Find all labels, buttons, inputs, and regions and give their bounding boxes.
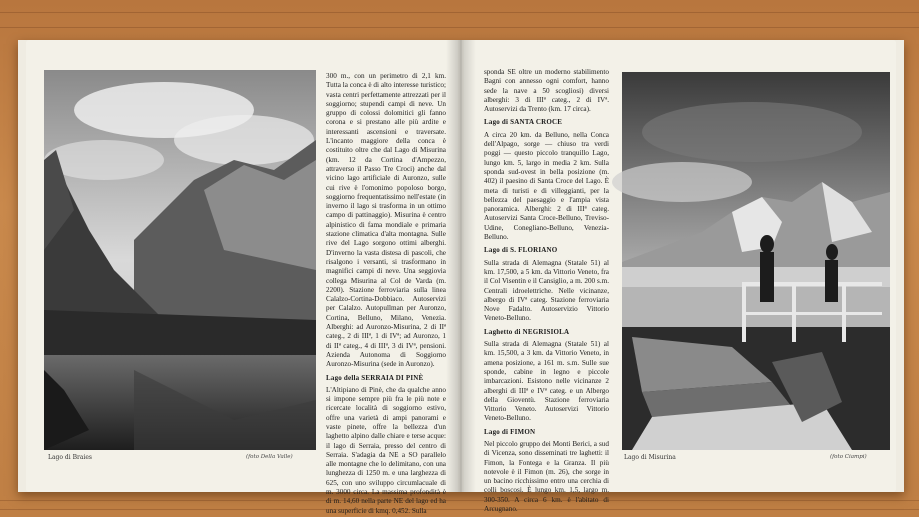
right-page <box>464 40 896 514</box>
right-text-column <box>484 68 609 514</box>
paragraph-floriano: Sulla strada di Alemagna (Statale 51) al km. 17,500, a 5 km. da Vittorio Veneto, fra il Col Visentin e il Cansiglio, a m. 200 s.m. Centrali idroelettriche. Nelle vicinanze, albergo di IVª categ. Stazione ferroviaria Nove Fadalto. Autoservizio Vittorio Veneto-Belluno. <box>484 258 609 323</box>
left-page <box>26 40 458 515</box>
paragraph-serraia-continued: sponda SE oltre un moderno stabilimento Bagni con annesso ogni comfort, hanno sede la nave a 50 scogliosi) diversi alberghi: 3 di IIIª categ., 2 di IVª. Autoservizi da Trento (km. 17 circa). <box>484 68 609 114</box>
left-text-column <box>326 72 446 515</box>
section-heading-serraia: Lago della SERRAIA DI PINÈ <box>326 373 424 382</box>
book-gutter <box>446 40 476 492</box>
paragraph-serraia: L'Altipiano di Pinè, che da qualche anno si impone sempre più fra le più note e ricercate località di soggiorno estivo, offre una varietà di ampi panorami e vaste pinete, offre la bellezza d'un laghetto alpino dalle chiare e terse acque: il lago di Serraia, presso del centro di Serraia. S'adagia da NE a SO parallelo alle montagne che lo delimitano, con una lunghezza di 1250 m. e una larghezza di 625, con uno sviluppo circumlacuale di m. 3000 circa. La massima profondità è di m. 14,60 nella parte NE del lago ed ha una superficie di kmq. 0,452. Sulla <box>326 385 446 515</box>
paragraph-misurina: 300 m., con un perimetro di 2,1 km. Tutta la conca è di alto interesse turistico; vasta centri perfettamente attrezzati per il soggiorno; stupendi campi di neve. Un gruppo di colossi dolomitici gli fanno corona e si prestano alle più ardite e interessanti ascensioni e traversate. L'incanto maggiore della conca è costituito oltre che dal Lago di Misurina (km. 12 da Cortina d'Ampezzo, attraverso il Passo Tre Croci) anche dal vicino lago artificiale di Auronzo, sulle cui rive è l'omonimo popoloso borgo, soggiorno frequentatissimo nell'estate (in inverno il lago si trasforma in un ottimo campo di pattinaggio). Misurina è centro alpinistico di fama mondiale e primaria stazione climatica d'alta montagna. Sulle rive del Lago sorgono ottimi alberghi. D'inverno la vasta distesa di pascoli, che risalgono i versanti, si trasformano in magnifici campi di neve. Una seggiovia collega Misurina al Col de Varda (m. 2200). Stazione ferroviaria sulla linea Calalzo-Cortina-Dobbiaco. Autoservizi per Calalzo. Autopullman per Auronzo, Cortina, Belluno, Milano, Venezia. Alberghi: ad Auronzo-Misurina, 2 di IIª categ., 2 di IIIª, 1 di IVª; ad Auronzo, 1 di IIª categ., 4 di IIIª, 3 di IVª, pensioni. Azienda Autonoma di Soggiorno Auronzo-Misurina (sede in Auronzo). <box>326 72 446 369</box>
open-book <box>18 40 904 515</box>
lake-braies-photo <box>44 70 316 450</box>
left-photo-caption: Lago di Braies <box>48 454 92 461</box>
section-heading-floriano: Lago di S. FLORIANO <box>484 246 558 255</box>
section-heading-negrisiola: Laghetto di NEGRISIOLA <box>484 327 570 336</box>
paragraph-negrisiola: Sulla strada di Alemagna (Statale 51) al km. 15,500, a 3 km. da Vittorio Veneto, in amena posizione, a 161 m. s.m. Sulle sue sponde, cabine in legno e piccole imbarcazioni. Esistono nelle vicinanze 2 alberghi di IIIª e IVª categ. e un Albergo della Gioventù. Stazione ferroviaria Vittorio Veneto. Autoservizi Vittorio Veneto-Belluno. <box>484 340 609 423</box>
right-photo-credit: (foto Ciampi) <box>830 454 867 460</box>
left-photo-credit: (foto Della Valle) <box>246 454 293 460</box>
paragraph-fimon: Nel piccolo gruppo dei Monti Berici, a sud di Vicenza, sono disseminati tre laghetti: il Fimon, la Fontega e la Granza. Il più notevole è il Fimon (m. 26), che sorge in un bacino ricchissimo entro una cerchia di colli boscosi. È lungo km. 1,5, largo m. 300-350. A circa 6 km. è l'abitato di Arcugnano. <box>484 439 609 514</box>
right-photo-caption: Lago di Misurina <box>624 454 676 461</box>
paragraph-santa-croce: A circa 20 km. da Belluno, nella Conca dell'Alpago, sorge — chiuso tra verdi poggi — questo piccolo tranquillo Lago, lungo km. 5, largo in media 2 km. Sulla sponda sud-ovest in bella posizione (m. 402) il paesino di Santa Croce del Lago. È meta di turisti e di villeggianti, per la bellezza del paesaggio e l'ampia vista panoramica. Alberghi: 2 di IIIª categ. Autoservizi Santa Croce-Belluno, Treviso-Udine, Conegliano-Belluno, Venezia-Belluno. <box>484 130 609 242</box>
section-heading-santa-croce: Lago di SANTA CROCE <box>484 118 563 127</box>
lake-misurina-photo <box>622 72 890 450</box>
section-heading-fimon: Lago di FIMON <box>484 427 536 436</box>
